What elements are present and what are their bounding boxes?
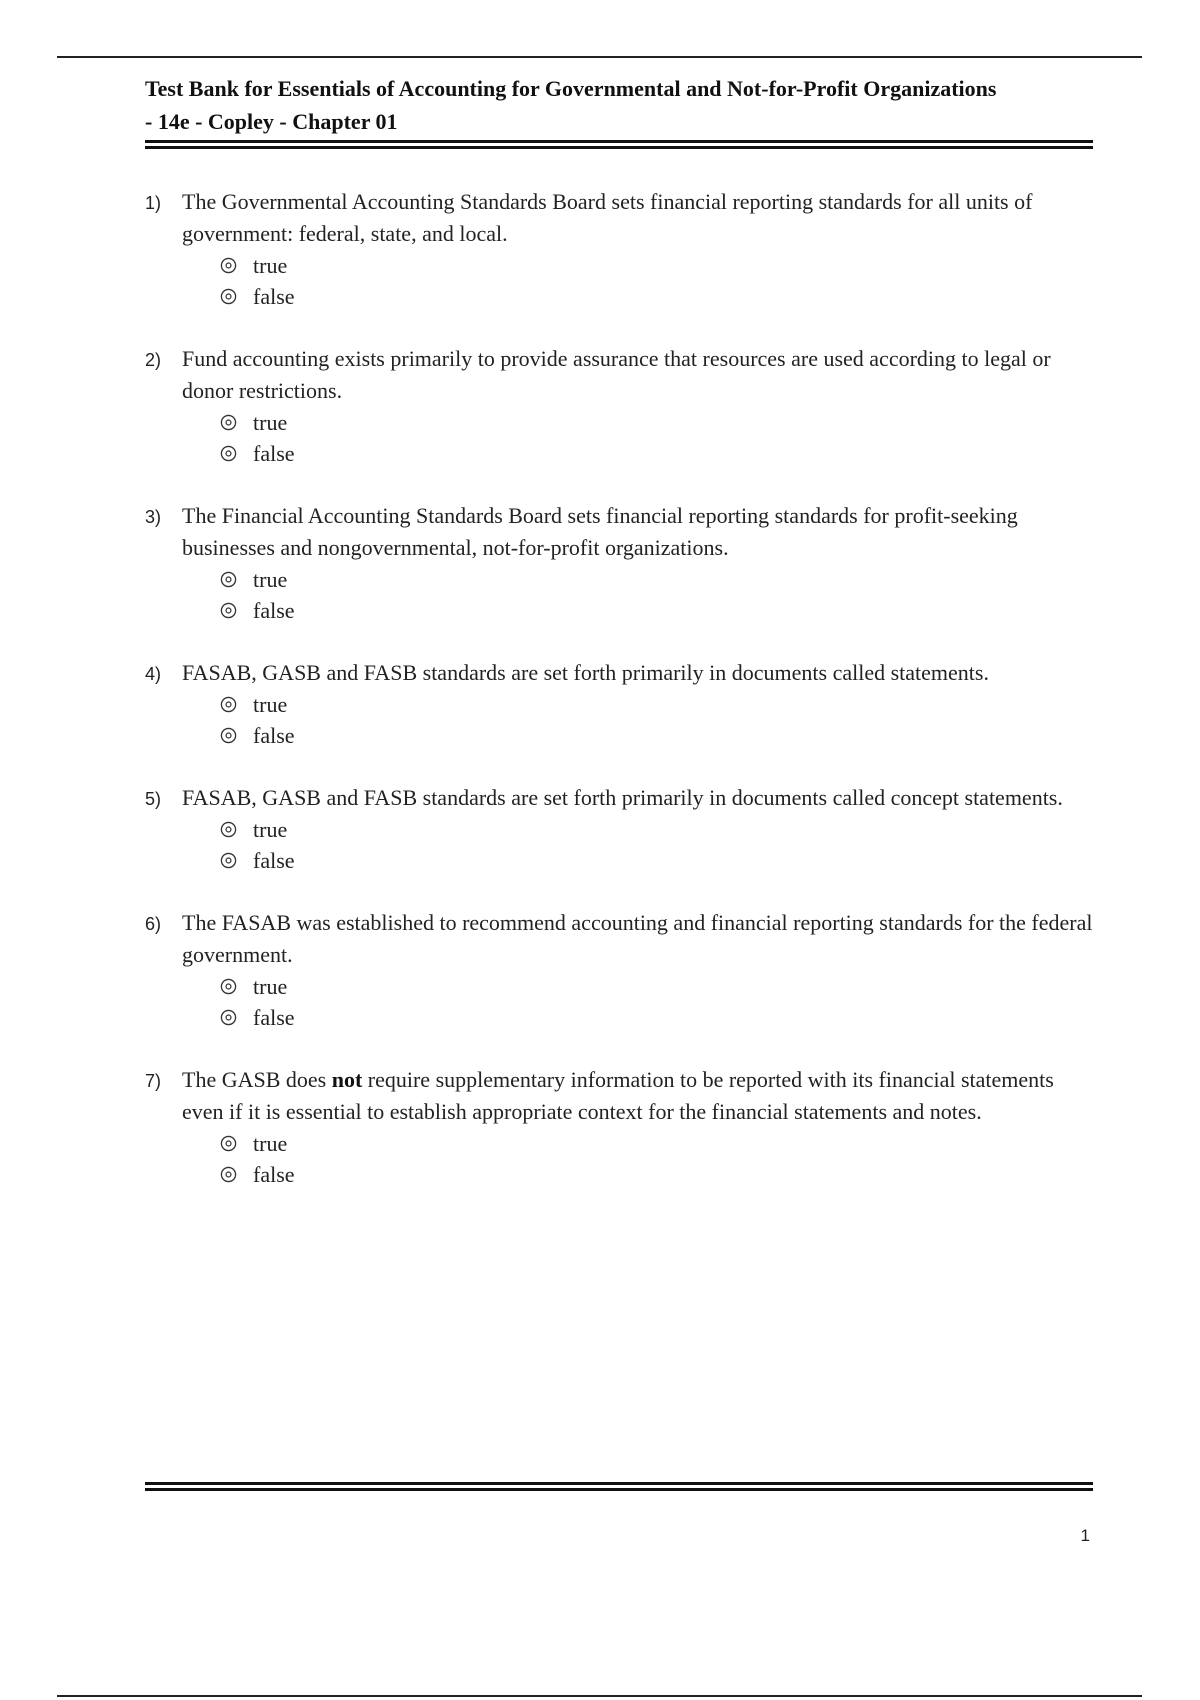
question-1 — [145, 186, 1095, 312]
radio-circle-icon[interactable] — [220, 821, 237, 838]
question-text: The FASAB was established to recommend accounting and financial reporting standards for the federal government. — [182, 910, 1093, 967]
document-title — [145, 72, 1095, 138]
bottom-page-rule — [57, 1695, 1142, 1697]
question-number: 1) — [145, 193, 162, 213]
question-text: FASAB, GASB and FASB standards are set forth primarily in documents called statements. — [182, 660, 989, 685]
option-true[interactable] — [220, 250, 1095, 281]
option-label: false — [253, 597, 295, 623]
radio-circle-icon[interactable] — [220, 1009, 237, 1026]
radio-circle-icon[interactable] — [220, 978, 237, 995]
radio-circle-icon[interactable] — [220, 696, 237, 713]
question-text-before: The GASB does — [182, 1067, 332, 1092]
question-text: The Financial Accounting Standards Board sets financial reporting standards for profit-seeking businesses and nongovernmental, not-for-profit organizations. — [182, 503, 1018, 560]
option-true[interactable] — [220, 564, 1095, 595]
radio-circle-icon[interactable] — [220, 571, 237, 588]
radio-circle-icon[interactable] — [220, 414, 237, 431]
option-label: false — [253, 440, 295, 466]
option-label: true — [253, 816, 288, 842]
radio-circle-icon[interactable] — [220, 1166, 237, 1183]
radio-circle-icon[interactable] — [220, 288, 237, 305]
option-false[interactable] — [220, 720, 1095, 751]
question-number: 7) — [145, 1071, 162, 1091]
radio-circle-icon[interactable] — [220, 602, 237, 619]
question-4 — [145, 657, 1095, 751]
option-false[interactable] — [220, 281, 1095, 312]
radio-circle-icon[interactable] — [220, 257, 237, 274]
option-false[interactable] — [220, 595, 1095, 626]
option-false[interactable] — [220, 438, 1095, 469]
document-title-line-2: - 14e - Copley - Chapter 01 — [145, 109, 398, 134]
option-false[interactable] — [220, 1002, 1095, 1033]
option-false[interactable] — [220, 1159, 1095, 1190]
question-number: 4) — [145, 664, 162, 684]
option-true[interactable] — [220, 814, 1095, 845]
question-3 — [145, 500, 1095, 626]
radio-circle-icon[interactable] — [220, 852, 237, 869]
option-label: true — [253, 252, 288, 278]
question-2 — [145, 343, 1095, 469]
document-title-line-1: Test Bank for Essentials of Accounting for Governmental and Not-for-Profit Organizations — [145, 76, 997, 101]
option-true[interactable] — [220, 689, 1095, 720]
question-list — [145, 186, 1095, 1221]
option-true[interactable] — [220, 971, 1095, 1002]
option-false[interactable] — [220, 845, 1095, 876]
option-label: true — [253, 691, 288, 717]
option-label: false — [253, 847, 295, 873]
answer-options — [220, 689, 1095, 751]
page-number: 1 — [1080, 1526, 1090, 1545]
answer-options — [220, 250, 1095, 312]
question-6 — [145, 907, 1095, 1033]
top-page-rule — [57, 56, 1142, 58]
answer-options — [220, 971, 1095, 1033]
radio-circle-icon[interactable] — [220, 445, 237, 462]
question-number: 3) — [145, 507, 162, 527]
option-label: false — [253, 1161, 295, 1187]
question-7 — [145, 1064, 1095, 1190]
option-label: true — [253, 566, 288, 592]
radio-circle-icon[interactable] — [220, 727, 237, 744]
option-label: false — [253, 1004, 295, 1030]
question-text: FASAB, GASB and FASB standards are set forth primarily in documents called concept statements. — [182, 785, 1063, 810]
answer-options — [220, 1128, 1095, 1190]
option-label: false — [253, 722, 295, 748]
option-label: true — [253, 409, 288, 435]
question-text-after: require supplementary information to be reported with its financial statements even if it is essential to establish appropriate context for the financial statements and notes. — [182, 1067, 1054, 1124]
question-number: 5) — [145, 789, 162, 809]
footer-double-rule — [145, 1482, 1093, 1491]
answer-options — [220, 814, 1095, 876]
question-number: 6) — [145, 914, 162, 934]
option-label: true — [253, 1130, 288, 1156]
option-label: false — [253, 283, 295, 309]
question-text: Fund accounting exists primarily to provide assurance that resources are used according to legal or donor restrictions. — [182, 346, 1051, 403]
question-text-emphasis: not — [331, 1067, 363, 1092]
option-true[interactable] — [220, 407, 1095, 438]
radio-circle-icon[interactable] — [220, 1135, 237, 1152]
option-true[interactable] — [220, 1128, 1095, 1159]
question-number: 2) — [145, 350, 162, 370]
question-text — [182, 1064, 1095, 1128]
answer-options — [220, 407, 1095, 469]
question-5 — [145, 782, 1095, 876]
question-text: The Governmental Accounting Standards Board sets financial reporting standards for all units of government: federal, state, and local. — [182, 189, 1033, 246]
header-double-rule — [145, 140, 1093, 149]
answer-options — [220, 564, 1095, 626]
option-label: true — [253, 973, 288, 999]
